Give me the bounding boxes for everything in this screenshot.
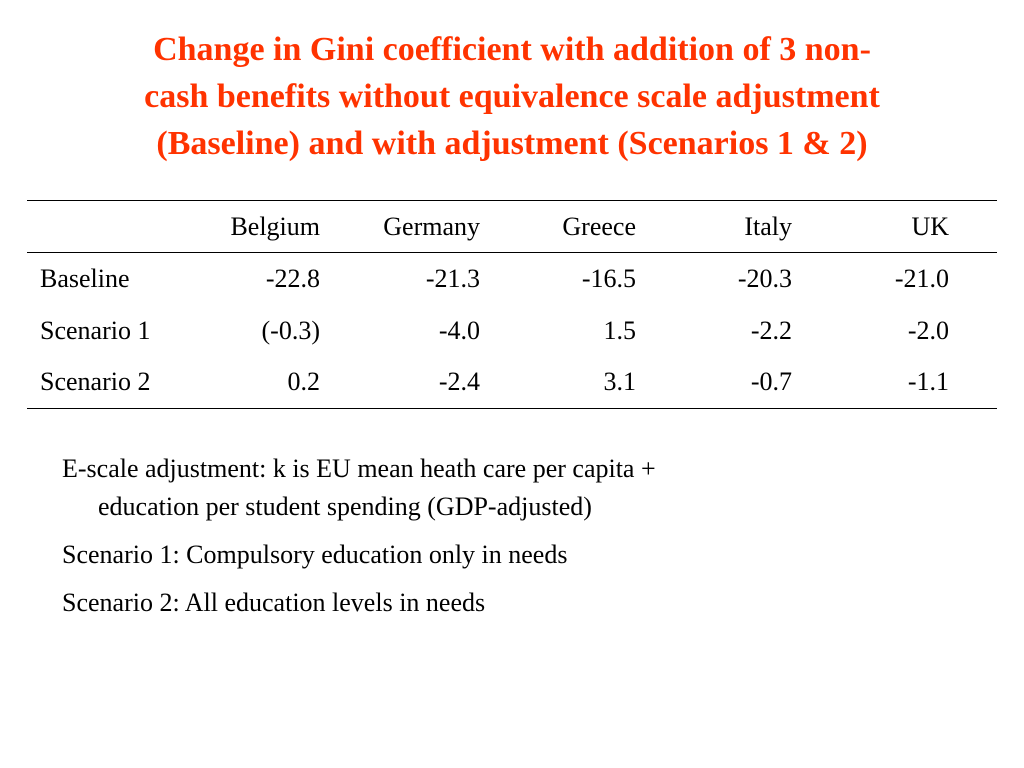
header-germany: Germany <box>383 211 480 241</box>
cell-belgium: (-0.3) <box>261 315 320 345</box>
escale-note-line-2: education per student spending (GDP-adjusted) <box>98 492 592 521</box>
header-greece: Greece <box>562 211 636 241</box>
cell-italy: -0.7 <box>750 367 792 397</box>
header-empty-cell <box>27 201 212 253</box>
escale-note <box>62 450 922 526</box>
row-label: Scenario 2 <box>40 367 151 397</box>
cell-uk: -21.0 <box>894 263 949 293</box>
slide-title <box>40 26 984 167</box>
header-uk: UK <box>911 211 949 241</box>
cell-greece: 3.1 <box>603 367 636 397</box>
row-label: Scenario 1 <box>40 315 151 345</box>
cell-germany: -21.3 <box>425 263 480 293</box>
escale-note-line-1: E-scale adjustment: k is EU mean heath care per capita + <box>62 454 656 483</box>
gini-change-table <box>27 200 997 409</box>
header-italy: Italy <box>744 211 792 241</box>
cell-uk: -2.0 <box>907 315 949 345</box>
cell-germany: -4.0 <box>438 315 480 345</box>
title-line-1: Change in Gini coefficient with addition of 3 non- <box>153 31 871 68</box>
cell-italy: -20.3 <box>737 263 792 293</box>
header-belgium: Belgium <box>230 211 320 241</box>
row-label: Baseline <box>40 263 130 293</box>
scenario-2-note: Scenario 2: All education levels in needs <box>62 588 486 617</box>
table-row-scenario-2 <box>27 357 997 409</box>
cell-belgium: -22.8 <box>265 263 320 293</box>
row-spacer <box>949 357 997 409</box>
cell-italy: -2.2 <box>750 315 792 345</box>
table-header-row <box>27 201 997 253</box>
cell-belgium: 0.2 <box>287 367 320 397</box>
table-row-baseline <box>27 253 997 305</box>
cell-uk: -1.1 <box>907 367 949 397</box>
header-spacer <box>949 201 997 253</box>
scenario-1-note: Scenario 1: Compulsory education only in needs <box>62 540 568 569</box>
title-line-2: cash benefits without equivalence scale adjustment <box>144 78 880 115</box>
cell-greece: 1.5 <box>603 315 636 345</box>
notes-section <box>62 450 922 632</box>
cell-greece: -16.5 <box>581 263 636 293</box>
table-row-scenario-1 <box>27 305 997 357</box>
title-line-3: (Baseline) and with adjustment (Scenarios 1 & 2) <box>156 125 868 162</box>
row-spacer <box>949 253 997 305</box>
row-spacer <box>949 305 997 357</box>
cell-germany: -2.4 <box>438 367 480 397</box>
